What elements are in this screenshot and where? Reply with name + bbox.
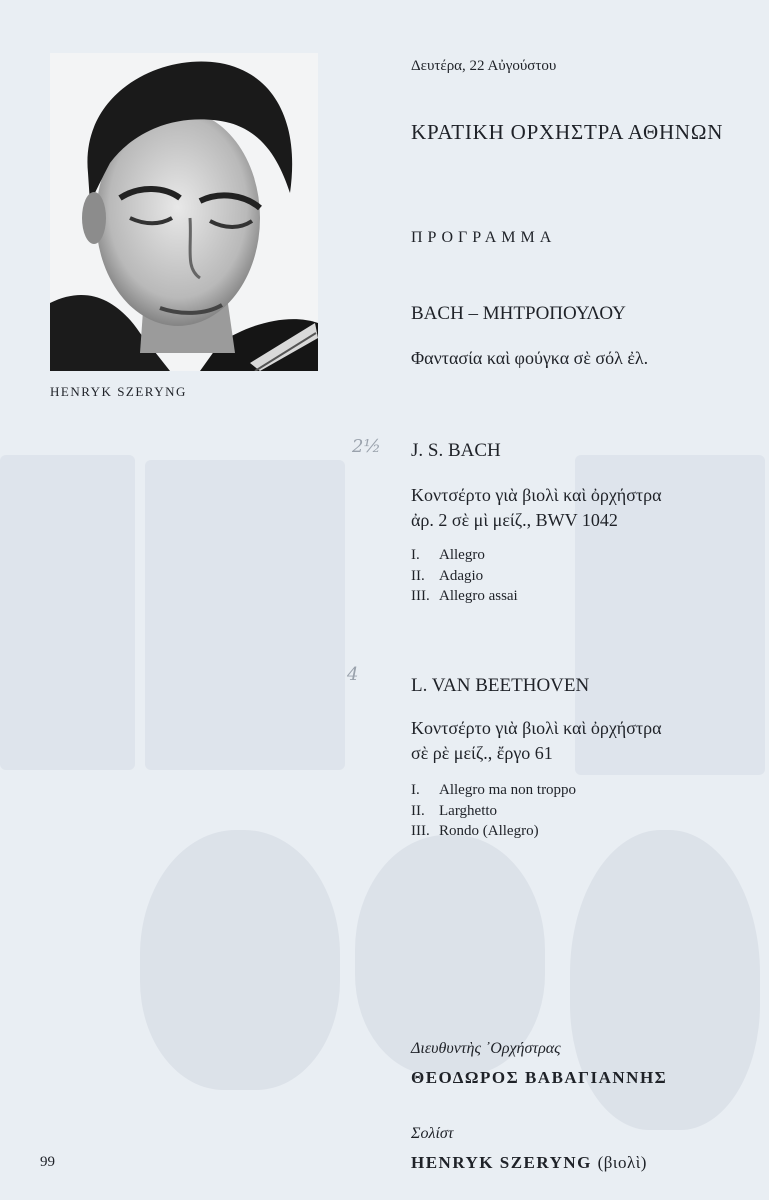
movement-number: II. [411,802,425,819]
movements-3 [411,780,576,842]
soloist-label: Σολίστ [411,1125,454,1142]
work-1 [411,346,648,371]
composer-3: L. VAN BEETHOVEN [411,675,590,696]
movement [411,801,576,822]
soloist [411,1153,647,1173]
work-3-line: Κοντσέρτο γιὰ βιολὶ καὶ ὀρχήστρα [411,718,662,738]
work-2 [411,483,662,533]
soloist-instrument: (βιολὶ) [597,1153,647,1172]
movement-title: Allegro [439,547,485,563]
movement-title: Allegro assai [439,588,518,604]
movement [411,545,518,566]
work-3 [411,716,662,766]
composer-2: J. S. BACH [411,440,501,461]
movement [411,566,518,587]
show-through-photo-2 [145,460,345,770]
concert-date: Δευτέρα, 22 Αὐγούστου [411,58,557,74]
conductor-name: ΘΕΟΔΩΡΟΣ ΒΑΒΑΓΙΑΝΝΗΣ [411,1068,668,1087]
portrait-photo [50,53,318,371]
work-2-line: ἀρ. 2 σὲ μὶ μείζ., BWV 1042 [411,510,618,530]
movement-number: II. [411,567,425,584]
work-2-line: Κοντσέρτο γιὰ βιολὶ καὶ ὀρχήστρα [411,485,662,505]
movement-title: Allegro ma non troppo [439,782,577,798]
movement [411,586,518,607]
movements-2 [411,545,518,607]
work-3-line: σὲ ρὲ μείζ., ἔργο 61 [411,743,553,763]
movement-number: I. [411,782,420,798]
page-number: 99 [40,1154,55,1170]
show-through-face-1 [140,830,340,1090]
movement-number: III. [411,823,430,839]
orchestra-name: ΚΡΑΤΙΚΗ ΟΡΧΗΣΤΡΑ ΑΘΗΝΩΝ [411,120,724,144]
movement [411,821,576,842]
show-through-face-2 [355,835,545,1075]
movement-title: Adagio [439,567,484,584]
show-through-photo-1 [0,455,135,770]
handwritten-mark: 4 [347,664,359,685]
handwritten-mark: 2½ [352,436,381,457]
movement-title: Larghetto [439,802,498,819]
movement-title: Rondo (Allegro) [439,823,539,839]
work-1-line: Φαντασία καὶ φούγκα σὲ σόλ ἐλ. [411,348,649,368]
movement-number: III. [411,588,430,604]
soloist-name: HENRYK SZERYNG [411,1153,592,1172]
composer-1: BACH – ΜΗΤΡΟΠΟΥΛΟΥ [411,303,626,324]
movement [411,780,576,801]
photo-caption: HENRYK SZERYNG [50,384,187,399]
program-heading: ΠΡΟΓΡΑΜΜΑ [411,229,557,246]
conductor-label: Διευθυντὴς ᾿Ορχήστρας [411,1040,561,1057]
movement-number: I. [411,547,420,563]
